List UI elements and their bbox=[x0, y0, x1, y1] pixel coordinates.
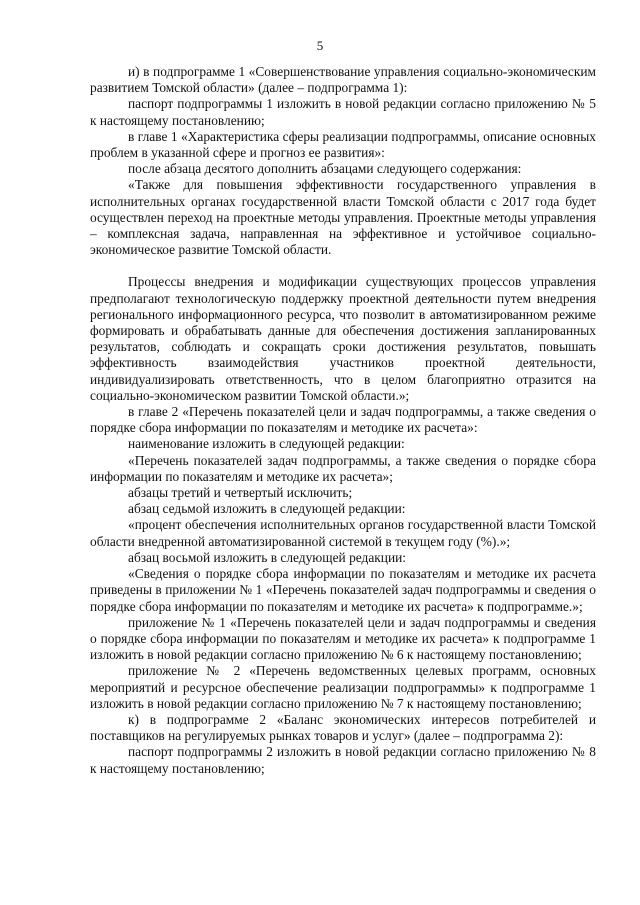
paragraph-subprogram-1-intro: и) в подпрограмме 1 «Совершенствование управления социально-экономическим развитием Томской области» (далее – подпрограмма 1): bbox=[90, 64, 596, 96]
paragraph-appendix-2: приложение № 2 «Перечень ведомственных целевых программ, основных мероприятий и ресурсное обеспечение реализации подпрограммы» к подпрограмме 1 изложить в новой редакции согласно приложению № 7 к настоящему постановлению; bbox=[90, 663, 596, 711]
paragraph-exclude: абзацы третий и четвертый исключить; bbox=[128, 485, 353, 501]
paragraph-processes: Процессы внедрения и модификации существующих процессов управления предполагают технологическую поддержку проектной деятельности путем внедрения регионального информационного ресурса, что позволит в автоматизированном режиме формировать и обрабатывать данные для обеспечения достижения запланированных результатов, соблюдать и сокращать сроки достижения результатов, повышать эффективность взаимодействия участников проектной деятельности, индивидуализировать ответственность, что в целом благоприятно отразится на социально-экономическом развитии Томской области.»; bbox=[90, 274, 596, 403]
paragraph-eighth-edit: абзац восьмой изложить в следующей редакции: bbox=[128, 549, 407, 565]
paragraph-quote-percent: «процент обеспечения исполнительных органов государственной власти Томской области внедренной автоматизированной системой в текущем году (%).»; bbox=[90, 517, 596, 549]
paragraph-chapter-2: в главе 2 «Перечень показателей цели и задач подпрограммы, а также сведения о порядке сбора информации по показателям и методике их расчета»: bbox=[90, 404, 596, 436]
document-body bbox=[90, 64, 596, 777]
paragraph-chapter-1: в главе 1 «Характеристика сферы реализации подпрограммы, описание основных проблем в указанной сфере и прогноз ее развития»: bbox=[90, 128, 596, 161]
paragraph-passport-1: паспорт подпрограммы 1 изложить в новой редакции согласно приложению № 5 к настоящему постановлению; bbox=[90, 96, 596, 128]
paragraph-quote-indicators: «Перечень показателей задач подпрограммы, а также сведения о порядке сбора информации по показателям и методике их расчета»; bbox=[90, 452, 596, 484]
paragraph-quote-info: «Сведения о порядке сбора информации по показателям и методике их расчета приведены в приложении № 1 «Перечень показателей задач подпрограммы и сведения о порядке сбора информации по показателям и методике их расчета» к подпрограмме.»; bbox=[90, 566, 596, 614]
paragraph-after-tenth: после абзаца десятого дополнить абзацами следующего содержания: bbox=[128, 161, 522, 177]
paragraph-appendix-1: приложение № 1 «Перечень показателей цели и задач подпрограммы и сведения о порядке сбора информации по показателям и методике их расчета» к подпрограмме 1 изложить в новой редакции согласно приложению № 6 к настоящему постановлению; bbox=[90, 614, 596, 663]
paragraph-name-edit: наименование изложить в следующей редакции: bbox=[128, 436, 405, 452]
page-number: 5 bbox=[316, 38, 324, 53]
paragraph-quote-efficiency: «Также для повышения эффективности государственного управления в исполнительных органах государственной власти Томской области с 2017 года будет осуществлен переход на проектные методы управления. Проектные методы управления – комплексная задача, направленная на эффективное и устойчивое социально-экономическое развитие Томской области. bbox=[90, 177, 596, 258]
paragraph-subprogram-2-intro: к) в подпрограмме 2 «Баланс экономических интересов потребителей и поставщиков на регулируемых рынках товаров и услуг» (далее – подпрограмма 2): bbox=[90, 711, 596, 744]
paragraph-passport-2: паспорт подпрограммы 2 изложить в новой редакции согласно приложению № 8 к настоящему постановлению; bbox=[90, 744, 596, 776]
paragraph-seventh-edit: абзац седьмой изложить в следующей редакции: bbox=[128, 501, 406, 517]
